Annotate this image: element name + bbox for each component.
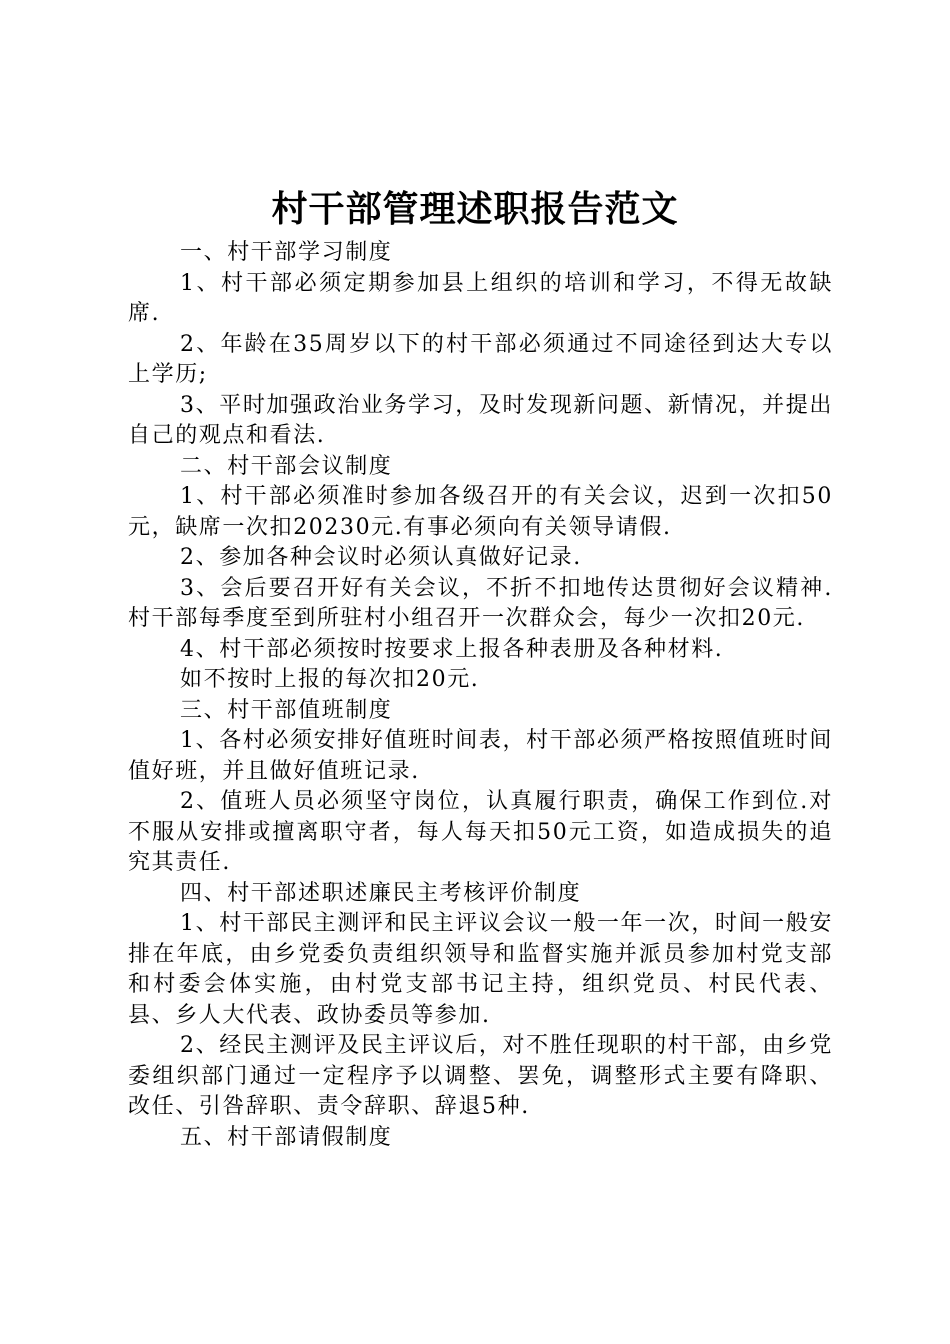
section-heading-meeting: 二、村干部会议制度 (180, 453, 393, 479)
section-heading-study: 一、村干部学习制度 (180, 240, 393, 265)
paragraph: 如不按时上报的每次扣20元. (180, 667, 480, 692)
paragraph: 1、村干部民主测评和民主评议会议一般一年一次，时间一般安排在年底，由乡党委负责组织领导和监督实施并派员参加村党支部和村委会体实施，由村党支部书记主持，组织党员、村民代表、县、乡人大代表、政协委员等参加. (128, 911, 833, 1028)
paragraph: 2、参加各种会议时必须认真做好记录. (180, 545, 582, 570)
paragraph: 3、平时加强政治业务学习，及时发现新问题、新情况，并提出自己的观点和看法. (128, 392, 833, 448)
paragraph: 2、年龄在35周岁以下的村干部必须通过不同途径到达大专以上学历; (128, 331, 833, 387)
document-title: 村干部管理述职报告范文 (271, 188, 679, 230)
paragraph: 1、村干部必须准时参加各级召开的有关会议，迟到一次扣50元，缺席一次扣20230元.有事必须向有关领导请假. (128, 484, 833, 540)
paragraph: 3、会后要召开好有关会议，不折不扣地传达贯彻好会议精神.村干部每季度至到所驻村小组召开一次群众会，每少一次扣20元. (128, 575, 833, 631)
section-heading-duty: 三、村干部值班制度 (180, 697, 393, 723)
paragraph: 1、村干部必须定期参加县上组织的培训和学习，不得无故缺席. (128, 270, 833, 326)
section-heading-leave: 五、村干部请假制度 (180, 1124, 393, 1150)
document-body (128, 238, 833, 1153)
section-heading-evaluation: 四、村干部述职述廉民主考核评价制度 (180, 880, 582, 906)
paragraph: 1、各村必须安排好值班时间表，村干部必须严格按照值班时间值好班，并且做好值班记录. (128, 728, 833, 784)
paragraph: 2、经民主测评及民主评议后，对不胜任现职的村干部，由乡党委组织部门通过一定程序予以调整、罢免，调整形式主要有降职、改任、引咎辞职、责令辞职、辞退5种. (128, 1033, 833, 1119)
paragraph: 2、值班人员必须坚守岗位，认真履行职责，确保工作到位.对不服从安排或擅离职守者，每人每天扣50元工资，如造成损失的追究其责任. (128, 789, 833, 875)
paragraph: 4、村干部必须按时按要求上报各种表册及各种材料. (180, 636, 724, 662)
